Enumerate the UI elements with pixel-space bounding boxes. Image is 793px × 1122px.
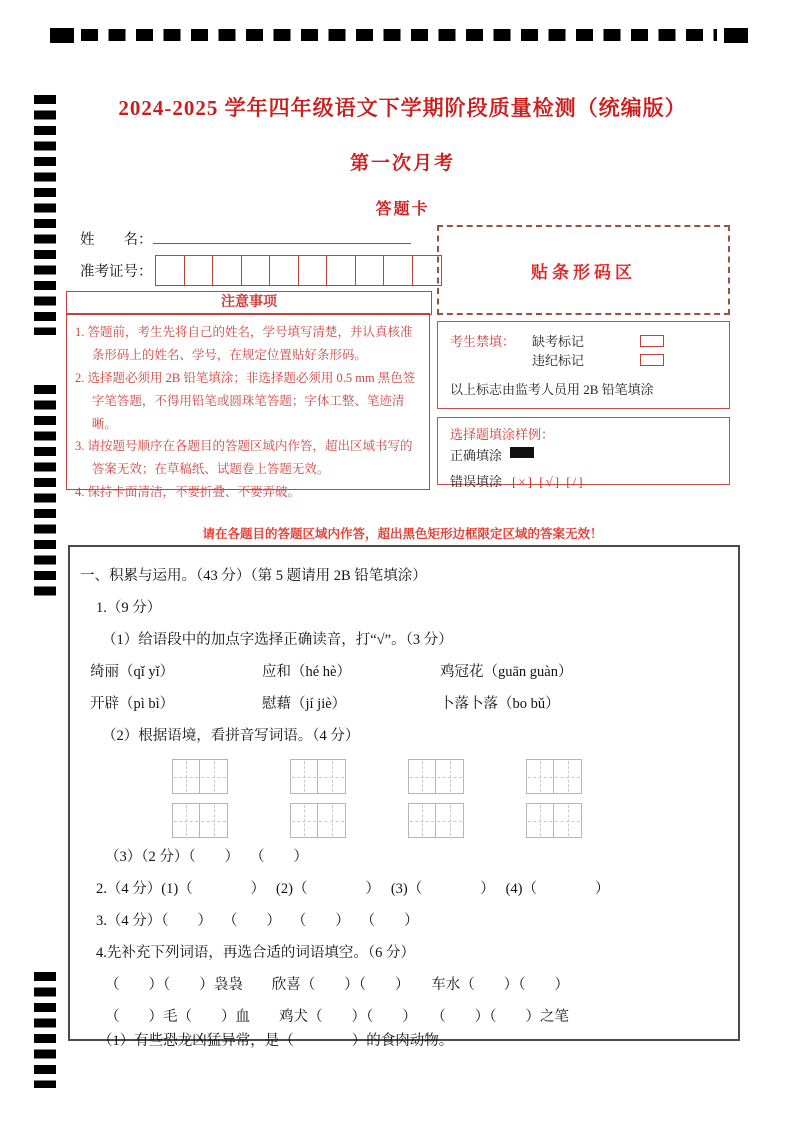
q3-answer-line[interactable]: 3.（4 分）（ ） （ ） （ ） （ ） — [96, 913, 419, 929]
notice-item-2: 2. 选择题必须用 2B 铅笔填涂；非选择题必须用 0.5 mm 黑色签字笔答题，不得用铅笔或圆珠笔答题；字体工整、笔迹清晰。 — [75, 370, 416, 431]
exam-number-cell[interactable] — [355, 255, 385, 286]
barcode-area-label: 贴条形码区 — [531, 262, 636, 282]
violation-mark-checkbox[interactable] — [640, 354, 664, 366]
exam-number-boxes — [157, 255, 442, 286]
answer-area-warning: 请在各题目的答题区域内作答，超出黑色矩形边框限定区域的答案无效！ — [202, 527, 603, 541]
section1-heading: 一、积累与运用。（43 分）（第 5 题请用 2B 铅笔填涂） — [80, 568, 427, 584]
wrong-fill-marks: [×] [√] [/] — [512, 474, 585, 489]
writing-grid-group[interactable] — [172, 759, 228, 794]
q4-sub1-line[interactable]: （1）有些恐龙凶猛异常，是（ ）的食肉动物。 — [98, 1033, 454, 1049]
writing-grid-group[interactable] — [526, 759, 582, 794]
proctor-only-box — [437, 321, 730, 409]
writing-grid-group[interactable] — [408, 759, 464, 794]
barcode-paste-area[interactable] — [437, 225, 730, 315]
word-option[interactable]: 绮丽（qǐ yǐ） — [90, 664, 175, 680]
exam-number-cell[interactable] — [241, 255, 271, 286]
q1-part3[interactable]: （3）（2 分）（ ） （ ） — [105, 849, 308, 865]
exam-number-cell[interactable] — [326, 255, 356, 286]
timing-mark-corner-right — [724, 28, 748, 43]
writing-grid-group[interactable] — [172, 803, 228, 838]
answer-area-box — [68, 545, 740, 1049]
fill-sample-box — [437, 417, 730, 489]
notice-header: 注意事项 — [66, 291, 432, 315]
notice-item-3: 3. 请按题号顺序在各题目的答题区域内作答，超出区域书写的答案无效；在草稿纸、试题卷上答题无效。 — [75, 439, 413, 477]
notice-body — [66, 313, 430, 500]
exam-number-cell[interactable] — [155, 255, 185, 286]
absent-mark-label: 缺考标记 — [532, 334, 585, 349]
writing-grid-row1 — [172, 759, 738, 794]
word-option[interactable]: 开辟（pì bì） — [90, 696, 175, 712]
name-row — [80, 228, 411, 249]
writing-grid-group[interactable] — [408, 803, 464, 838]
writing-grid-row2 — [172, 803, 738, 838]
forbid-fill-label: 考生禁填： — [450, 334, 516, 349]
notice-item-4: 4. 保持卡面清洁，不要折叠、不要弄破。 — [75, 485, 301, 500]
timing-mark-corner-left — [50, 28, 74, 43]
word-option[interactable]: 慰藉（jí jiè） — [262, 696, 347, 712]
violation-mark-label: 违纪标记 — [532, 353, 585, 368]
correct-fill-row — [450, 445, 719, 464]
writing-grid-group[interactable] — [526, 803, 582, 838]
correct-fill-label: 正确填涂 — [450, 448, 503, 463]
timing-marks-top — [50, 28, 748, 44]
exam-number-cell[interactable] — [383, 255, 413, 286]
exam-session-title: 第一次月考 — [349, 153, 455, 174]
writing-grid-group[interactable] — [290, 803, 346, 838]
q1-words-row2 — [90, 695, 738, 714]
wrong-fill-row — [450, 471, 719, 490]
wrong-fill-label: 错误填涂 — [450, 474, 503, 489]
q4-label: 4.先补充下列词语，再选合适的词语填空。（6 分） — [96, 945, 415, 961]
exam-number-cell[interactable] — [269, 255, 299, 286]
exam-number-row — [80, 255, 442, 286]
q1-part2: （2）根据语境，看拼音写词语。（4 分） — [102, 728, 360, 744]
timing-marks-left-group2 — [34, 385, 56, 598]
q4-blank-row1[interactable]: （ ）（ ）袅袅 欣喜（ ）（ ） 车水（ ）（ ） — [105, 977, 569, 993]
q1-words-row1 — [90, 663, 738, 682]
q4-blank-row2[interactable]: （ ）毛（ ）血 鸡犬（ ）（ ） （ ）（ ）之笔 — [105, 1009, 569, 1025]
word-option[interactable]: 应和（hé hè） — [262, 664, 351, 680]
q1-label: 1.（9 分） — [96, 600, 162, 616]
answer-card-title: 答题卡 — [375, 201, 430, 218]
notice-item-1: 1. 答题前，考生先将自己的姓名，学号填写清楚，并认真核准条形码上的姓名、学号，在规定位置贴好条形码。 — [75, 325, 413, 362]
timing-mark-strip — [81, 29, 717, 41]
fill-sample-title: 选择题填涂样例： — [450, 427, 555, 442]
exam-number-cell[interactable] — [212, 255, 242, 286]
filled-bubble-sample — [510, 447, 534, 458]
exam-number-cell[interactable] — [184, 255, 214, 286]
writing-grid-group[interactable] — [290, 759, 346, 794]
absent-mark-checkbox[interactable] — [640, 335, 664, 347]
timing-marks-left-group1 — [34, 95, 56, 335]
q2-answer-line[interactable]: 2.（4 分）(1)（ ） (2)（ ） (3)（ ） (4)（ ） — [96, 881, 610, 897]
q1-part1: （1）给语段中的加点字选择正确读音，打“√”。（3 分） — [102, 632, 453, 648]
name-label: 姓 名： — [80, 232, 153, 248]
timing-marks-left-group3 — [34, 972, 56, 1088]
name-input-line[interactable] — [153, 230, 411, 244]
proctor-note: 以上标志由监考人员用 2B 铅笔填涂 — [450, 382, 654, 397]
exam-number-label: 准考证号： — [80, 264, 153, 280]
page-title: 2024-2025 学年四年级语文下学期阶段质量检测（统编版） — [118, 96, 687, 120]
exam-number-cell[interactable] — [298, 255, 328, 286]
word-option[interactable]: 鸡冠花（guān guàn） — [440, 664, 573, 680]
word-option[interactable]: 卜落卜落（bo bǔ） — [440, 696, 560, 712]
